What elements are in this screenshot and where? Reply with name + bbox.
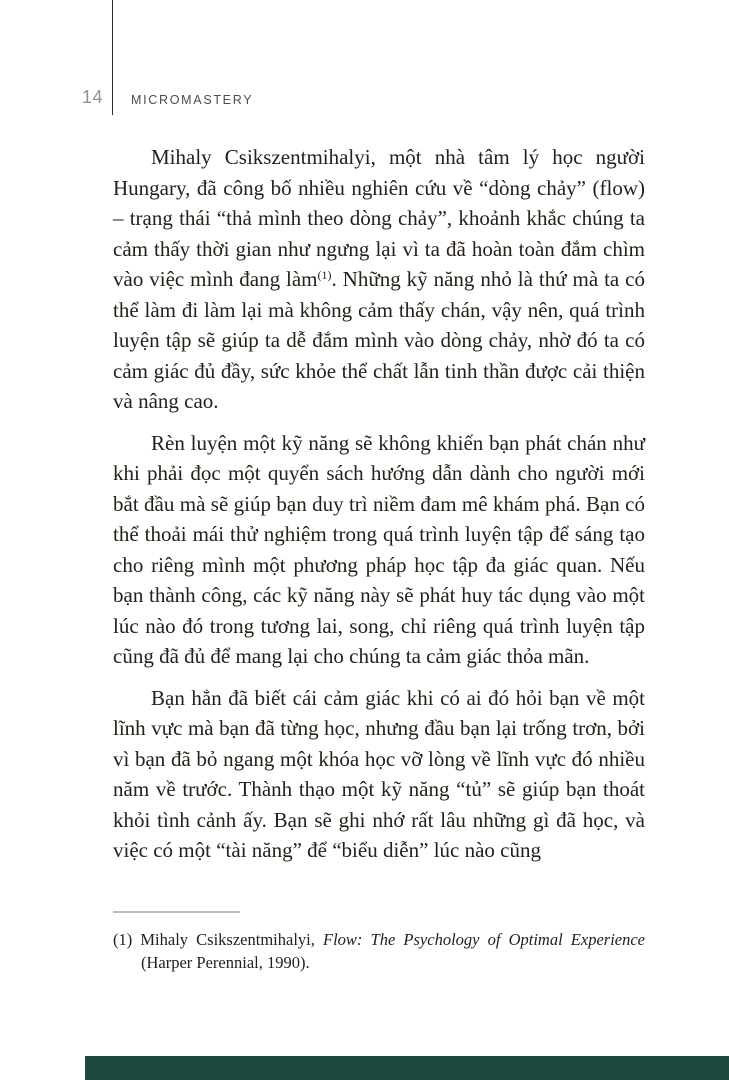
page-number: 14 bbox=[82, 87, 104, 107]
footer-decoration-bar bbox=[85, 1056, 729, 1080]
paragraph-1 bbox=[113, 142, 645, 417]
running-head: MICROMASTERY bbox=[131, 93, 254, 107]
footnote-publisher: (Harper Perennial, 1990). bbox=[141, 952, 310, 972]
paragraph-3: Bạn hẳn đã biết cái cảm giác khi có ai đó hỏi bạn về một lĩnh vực mà bạn đã từng học, nhưng đầu bạn lại trống trơn, bởi vì bạn đã bỏ ngang một khóa học vỡ lòng về lĩnh vực đó nhiều năm về trước. Thành thạo một kỹ năng “tủ” sẽ giúp bạn thoát khỏi tình cảnh ấy. Bạn sẽ ghi nhớ rất lâu những gì đã học, và việc có một “tài năng” để “biểu diễn” lúc nào cũng bbox=[113, 685, 645, 862]
footnote-marker-author: (1) Mihaly Csikszentmihalyi, bbox=[113, 930, 323, 949]
footnote bbox=[113, 929, 645, 974]
paragraph-2: Rèn luyện một kỹ năng sẽ không khiến bạn phát chán như khi phải đọc một quyển sách hướng dẫn dành cho người mới bắt đầu mà sẽ giúp bạn duy trì niềm đam mê khám phá. Bạn có thể thoải mái thử nghiệm trong quá trình luyện tập để sáng tạo cho riêng mình một phương pháp học tập đa giác quan. Nếu bạn thành công, các kỹ năng này sẽ phát huy tác dụng vào một lúc nào đó trong tương lai, song, chỉ riêng quá trình luyện tập cũng đã đủ để mang lại cho chúng ta cảm giác thỏa mãn. bbox=[113, 430, 645, 668]
footnote-book-title: Flow: The Psychology of Optimal Experience bbox=[323, 930, 645, 949]
footnote-separator bbox=[113, 911, 240, 913]
paragraph-1-text: Mihaly Csikszentmihalyi, một nhà tâm lý học người Hungary, đã công bố nhiều nghiên cứu về “dòng chảy” (flow) – trạng thái “thả mình theo dòng chảy”, khoảnh khắc chúng ta cảm thấy thời gian như ngưng lại vì ta đã hoàn toàn đắm chìm vào việc mình đang làm bbox=[113, 145, 645, 291]
header-vertical-rule bbox=[112, 0, 113, 115]
paragraph-1-text-continued: . Những kỹ năng nhỏ là thứ mà ta có thể làm đi làm lại mà không cảm thấy chán, vậy nên, quá trình luyện tập sẽ giúp ta dễ đắm mình vào dòng chảy, nhờ đó ta có cảm giác đủ đầy, sức khỏe thể chất lẫn tinh thần được cải thiện và nâng cao. bbox=[113, 267, 645, 413]
footnote-reference: (1) bbox=[317, 268, 332, 282]
body-text bbox=[113, 142, 645, 877]
